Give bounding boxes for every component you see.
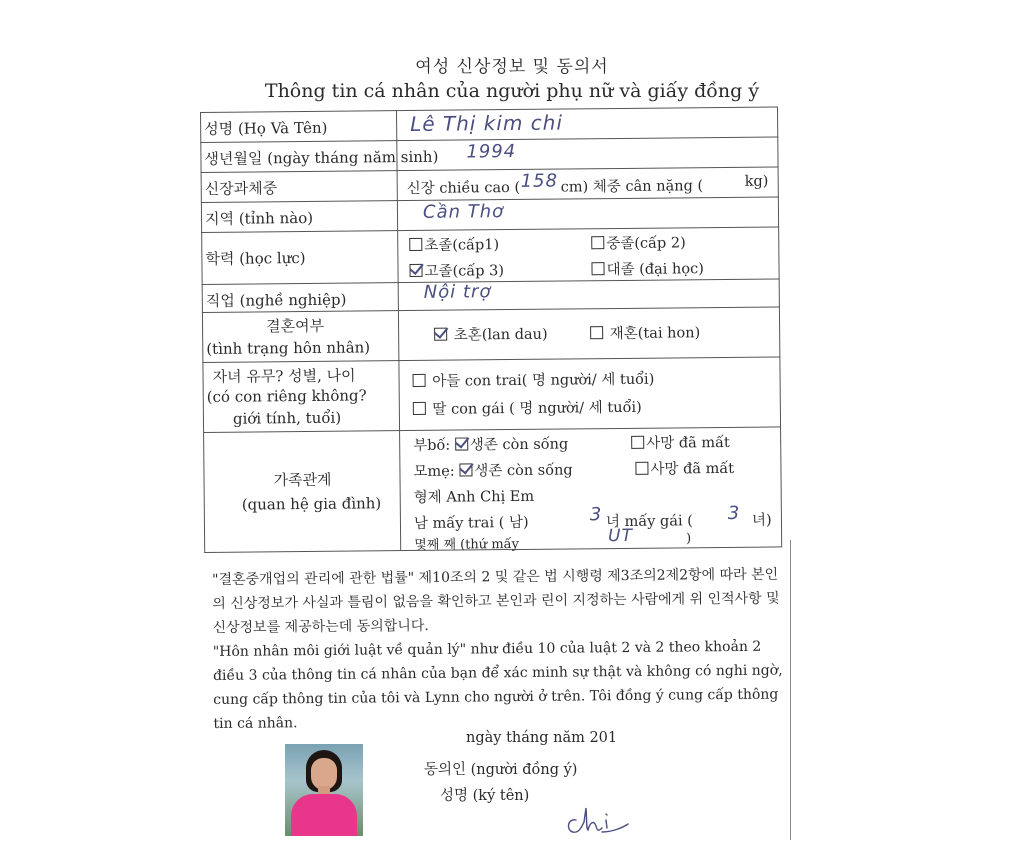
children-daughter-text: 딸 con gái ( 명 người/ 세 tuổi) [432, 399, 642, 418]
birth-order-value: ÚT [607, 525, 634, 547]
checkbox-mother-alive-checked[interactable] [459, 463, 472, 476]
education-option-cap2-text: 중졸(cấp 2) [606, 235, 686, 253]
education-option-cap3-text: 고졸(cấp 3) [424, 263, 505, 280]
birth-order-close: ) [686, 531, 692, 547]
education-option-university-text: 대졸 (đại học) [606, 261, 704, 279]
marital-option-remarried-text: 재혼(tai hon) [609, 325, 701, 343]
body-label: 신장과체중 [204, 179, 278, 198]
birth-label: 생년월일 (ngày tháng năm sinh) [204, 147, 439, 168]
checkbox-university[interactable] [591, 262, 604, 275]
height-prefix: 신장 chiều cao ( [406, 179, 521, 198]
marital-label-ko: 결혼여부 [265, 316, 325, 336]
region-value: Cần Thơ [422, 201, 505, 223]
consent-korean: "결혼중개업의 관리에 관한 법률" 제10조의 2 및 같은 법 시행령 제3조의2제2항에 따라 본인의 신상정보가 사실과 틀림이 없음을 확인하고 본인과 린이 지정하는 사람에게 위 인적사항 및 신상정보를 제공하는데 동의합니다. [212, 566, 780, 636]
consent-statement [212, 562, 789, 736]
date-line: ngày tháng năm 201 [466, 730, 618, 746]
info-form-table [200, 106, 782, 552]
photo-shirt [291, 794, 357, 836]
education-label: 학력 (học lực) [205, 248, 306, 268]
marital-option-first-text: 초혼(lan dau) [453, 326, 548, 344]
marital-label-vi: (tình trạng hôn nhân) [206, 338, 371, 358]
marital-option-first[interactable] [434, 323, 548, 345]
title-vietnamese: Thông tin cá nhân của người phụ nữ và giấy đồng ý [264, 80, 760, 102]
region-label: 지역 (tỉnh nào) [204, 208, 314, 228]
consenter-label: 동의인 (người đồng ý) [424, 762, 578, 778]
checkbox-cap1[interactable] [409, 238, 422, 251]
family-label-ko: 가족관계 [273, 470, 332, 490]
father-dead-option[interactable] [631, 431, 730, 453]
name-label: 성명 (Họ Và Tên) [204, 118, 328, 138]
mother-dead-text: 사망 đã mất [650, 460, 735, 478]
father-alive-text: 생존 còn sống [469, 436, 569, 454]
education-option-cap1-text: 초졸(cấp1) [424, 237, 500, 254]
job-value: Nội trợ [423, 281, 492, 303]
title-korean: 여성 신상정보 및 동의서 [415, 57, 609, 77]
father-dead-text: 사망 đã mất [646, 434, 730, 452]
family-label-vi: (quan hệ gia đình) [241, 494, 382, 514]
signature-label: 성명 (ký tên) [440, 788, 530, 804]
page-edge-line [790, 540, 791, 840]
education-option-cap3[interactable] [409, 259, 504, 281]
father-label: 부bố: [413, 437, 451, 454]
mother-dead-option[interactable] [635, 457, 734, 479]
children-label-line3: giới tính, tuổi) [232, 408, 342, 428]
checkbox-cap3-checked[interactable] [409, 264, 422, 277]
education-option-university[interactable] [591, 257, 704, 279]
siblings-count-girls-suffix: 녀) [751, 512, 772, 529]
siblings-count-girls-prefix: 녀 mấy gái ( [605, 513, 693, 531]
children-label-line1: 자녀 유무? 성별, 나이 [212, 366, 356, 386]
checkbox-daughter[interactable] [413, 402, 426, 415]
weight-suffix: kg) [744, 173, 769, 190]
education-option-cap2[interactable] [591, 231, 686, 253]
applicant-photo [285, 744, 363, 836]
checkbox-mother-dead[interactable] [635, 462, 648, 475]
mother-label: 모mẹ: [413, 463, 455, 480]
checkbox-first-marriage-checked[interactable] [434, 328, 447, 341]
children-label-line2: (có con riêng không? [206, 386, 367, 406]
checkbox-cap2[interactable] [591, 236, 604, 249]
children-son-text: 아들 con trai( 명 người/ 세 tuổi) [432, 371, 655, 390]
checkbox-father-alive-checked[interactable] [455, 437, 468, 450]
height-value: 158 [520, 170, 559, 192]
children-daughter-option[interactable] [413, 396, 642, 419]
height-suffix: cm) 체중 cân nặng ( [560, 178, 704, 196]
boys-written-value: 3 [589, 504, 603, 526]
children-son-option[interactable] [412, 368, 654, 391]
handwritten-signature [562, 798, 632, 838]
marital-option-remarried[interactable] [590, 321, 700, 343]
education-option-cap1[interactable] [409, 233, 499, 255]
checkbox-father-dead[interactable] [631, 436, 644, 449]
siblings-label: 형제 Anh Chị Em [413, 488, 535, 506]
birth-value: 1994 [466, 140, 517, 163]
name-value: Lê Thị kim chi [410, 110, 564, 136]
job-label: 직업 (nghề nghiệp) [205, 290, 347, 310]
siblings-count-boys: 남 mấy trai ( 남) [413, 514, 529, 532]
checkbox-remarried[interactable] [590, 326, 603, 339]
mother-alive-text: 생존 còn sống [474, 462, 573, 480]
mother-status [413, 458, 572, 481]
checkbox-son[interactable] [413, 374, 426, 387]
father-status [413, 432, 568, 454]
girls-written-value: 3 [727, 502, 741, 524]
consent-vietnamese: "Hôn nhân môi giới luật về quản lý" như điều 10 của luật 2 và 2 theo khoản 2 điều 3 của thông tin cá nhân của bạn để xác minh sự thật và không có nghi ngờ, cung cấp thông tin của tôi và Lynn cho người ở trên. Tôi đồng ý cung cấp thông tin cá nhân. [212, 638, 783, 732]
birth-order-label: 몇째 째 (thứ mấy [414, 536, 519, 553]
